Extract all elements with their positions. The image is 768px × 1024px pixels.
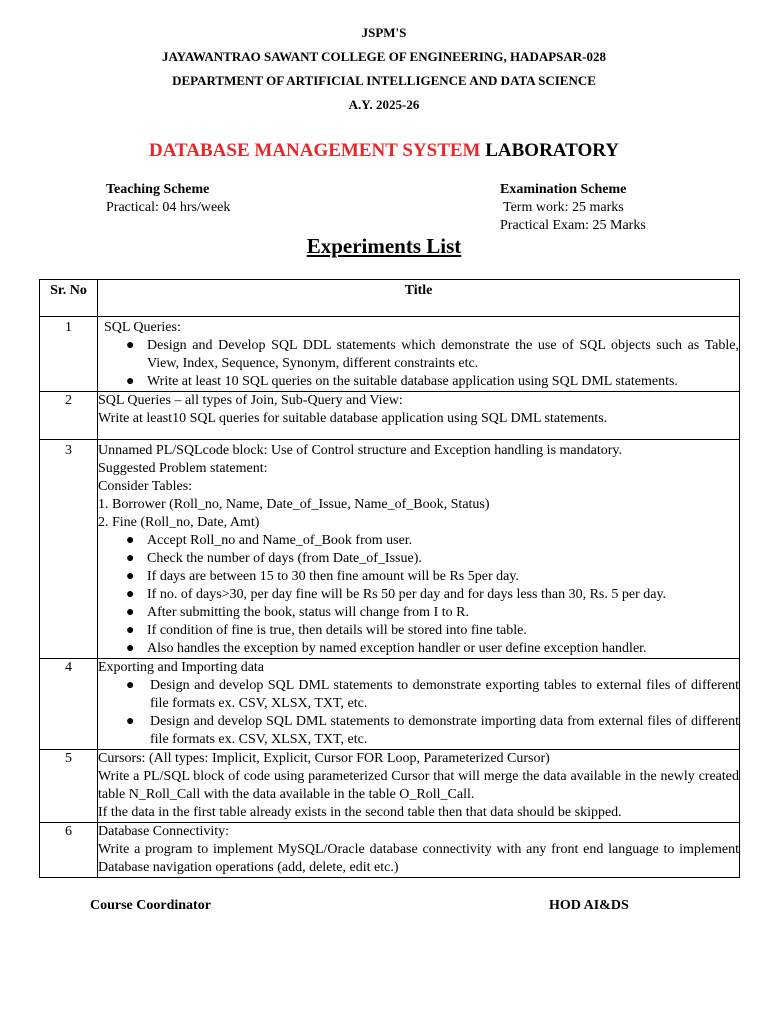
list-item xyxy=(98,337,739,373)
hod-label: HOD AI&DS xyxy=(549,898,629,913)
row-sr-no: 5 xyxy=(40,750,98,823)
bullet-icon: ● xyxy=(126,338,135,353)
bullet-text: Check the number of days (from Date_of_Issue). xyxy=(147,551,422,566)
row-line: Consider Tables: xyxy=(98,479,193,494)
bullet-icon: ● xyxy=(126,551,135,566)
page-title xyxy=(0,140,768,162)
row-sr-no: 1 xyxy=(40,317,98,392)
experiments-table xyxy=(39,279,740,878)
row-sr-no: 6 xyxy=(40,823,98,878)
row-sr-no: 4 xyxy=(40,659,98,750)
bullet-icon: ● xyxy=(126,641,135,656)
row-sr-no: 2 xyxy=(40,392,98,440)
list-item xyxy=(98,640,739,658)
header-department: DEPARTMENT OF ARTIFICIAL INTELLIGENCE AND DATA SCIENCE xyxy=(172,73,596,88)
list-item xyxy=(98,622,739,640)
row-line: Write a program to implement MySQL/Oracle database connectivity with any front end language to implement Database navigation operations (add, delete, edit etc.) xyxy=(98,842,739,875)
row-title xyxy=(98,750,740,823)
list-item xyxy=(98,713,739,749)
title-black-part: LABORATORY xyxy=(485,140,619,161)
title-red-part: DATABASE MANAGEMENT SYSTEM xyxy=(148,140,481,161)
table-row xyxy=(40,392,740,440)
exam-practical: Practical Exam: 25 Marks xyxy=(500,218,646,233)
header-line-jspm: JSPM'S xyxy=(361,25,407,40)
col-header-sr-no: Sr. No xyxy=(40,280,98,317)
bullet-icon: ● xyxy=(126,569,135,584)
examination-scheme-heading: Examination Scheme xyxy=(500,182,627,197)
bullet-text: If condition of fine is true, then details will be stored into fine table. xyxy=(147,623,527,638)
row-line: Suggested Problem statement: xyxy=(98,461,268,476)
bullet-text: Design and Develop SQL DDL statements which demonstrate the use of SQL objects such as Table, View, Index, Sequence, Synonym, different constraints etc. xyxy=(147,338,739,371)
experiments-list-title: Experiments List xyxy=(306,234,462,258)
list-item xyxy=(98,586,739,604)
bullet-text: Accept Roll_no and Name_of_Book from user. xyxy=(147,533,413,548)
col-header-title: Title xyxy=(98,280,740,317)
table-row xyxy=(40,750,740,823)
row-title xyxy=(98,659,740,750)
table-row xyxy=(40,440,740,659)
row-title xyxy=(98,440,740,659)
list-item xyxy=(98,550,739,568)
bullet-text: Design and develop SQL DML statements to demonstrate importing data from external files of different file formats ex. CSV, XLSX, TXT, etc. xyxy=(150,714,739,747)
row-title xyxy=(98,823,740,878)
list-item xyxy=(98,568,739,586)
bullet-text: Design and develop SQL DML statements to demonstrate exporting tables to external files of different file formats ex. CSV, XLSX, TXT, etc. xyxy=(150,678,739,711)
bullet-icon: ● xyxy=(126,714,135,729)
list-item xyxy=(98,373,739,391)
table-row xyxy=(40,823,740,878)
row-title xyxy=(98,317,740,392)
bullet-icon: ● xyxy=(126,587,135,602)
row-line: Cursors: (All types: Implicit, Explicit, Cursor FOR Loop, Parameterized Cursor) xyxy=(98,751,550,766)
row-sr-no: 3 xyxy=(40,440,98,659)
header-academic-year: A.Y. 2025-26 xyxy=(348,97,420,112)
row-line: If the data in the first table already exists in the second table then that data should be skipped. xyxy=(98,805,622,820)
bullet-icon: ● xyxy=(126,374,135,389)
list-item xyxy=(98,604,739,622)
examination-scheme xyxy=(500,181,646,235)
list-item xyxy=(98,677,739,713)
row-line: Write a PL/SQL block of code using parameterized Cursor that will merge the data available in the newly created table N_Roll_Call with the data available in the table O_Roll_Call. xyxy=(98,769,739,802)
bullet-text: Also handles the exception by named exception handler or user define exception handler. xyxy=(147,641,647,656)
teaching-practical: Practical: 04 hrs/week xyxy=(106,200,231,215)
bullet-icon: ● xyxy=(126,678,135,693)
bullet-text: If no. of days>30, per day fine will be Rs 50 per day and for days less than 30, Rs. 5 per day. xyxy=(147,587,667,602)
row-line: SQL Queries – all types of Join, Sub-Query and View: xyxy=(98,393,403,408)
bullet-icon: ● xyxy=(126,533,135,548)
row-title xyxy=(98,392,740,440)
row-line: 2. Fine (Roll_no, Date, Amt) xyxy=(98,515,260,530)
row-line: 1. Borrower (Roll_no, Name, Date_of_Issue, Name_of_Book, Status) xyxy=(98,497,490,512)
table-row xyxy=(40,659,740,750)
table-row xyxy=(40,317,740,392)
row-line: SQL Queries: xyxy=(104,320,181,335)
row-line: Unnamed PL/SQLcode block: Use of Control structure and Exception handling is mandatory. xyxy=(98,443,622,458)
row-line: Write at least10 SQL queries for suitable database application using SQL DML statements. xyxy=(98,411,608,426)
exam-termwork: Term work: 25 marks xyxy=(503,200,624,215)
bullet-icon: ● xyxy=(126,605,135,620)
bullet-text: If days are between 15 to 30 then fine amount will be Rs 5per day. xyxy=(147,569,519,584)
course-coordinator-label: Course Coordinator xyxy=(90,898,211,913)
list-item xyxy=(98,532,739,550)
row-line: Database Connectivity: xyxy=(98,824,230,839)
table-header-row xyxy=(40,280,740,317)
teaching-scheme-heading: Teaching Scheme xyxy=(106,182,210,197)
header-college-name: JAYAWANTRAO SAWANT COLLEGE OF ENGINEERING, HADAPSAR-028 xyxy=(161,49,606,64)
bullet-text: After submitting the book, status will change from I to R. xyxy=(147,605,469,620)
row-line: Exporting and Importing data xyxy=(98,660,265,675)
bullet-text: Write at least 10 SQL queries on the suitable database application using SQL DML statements. xyxy=(147,374,678,389)
teaching-scheme xyxy=(106,181,230,217)
bullet-icon: ● xyxy=(126,623,135,638)
